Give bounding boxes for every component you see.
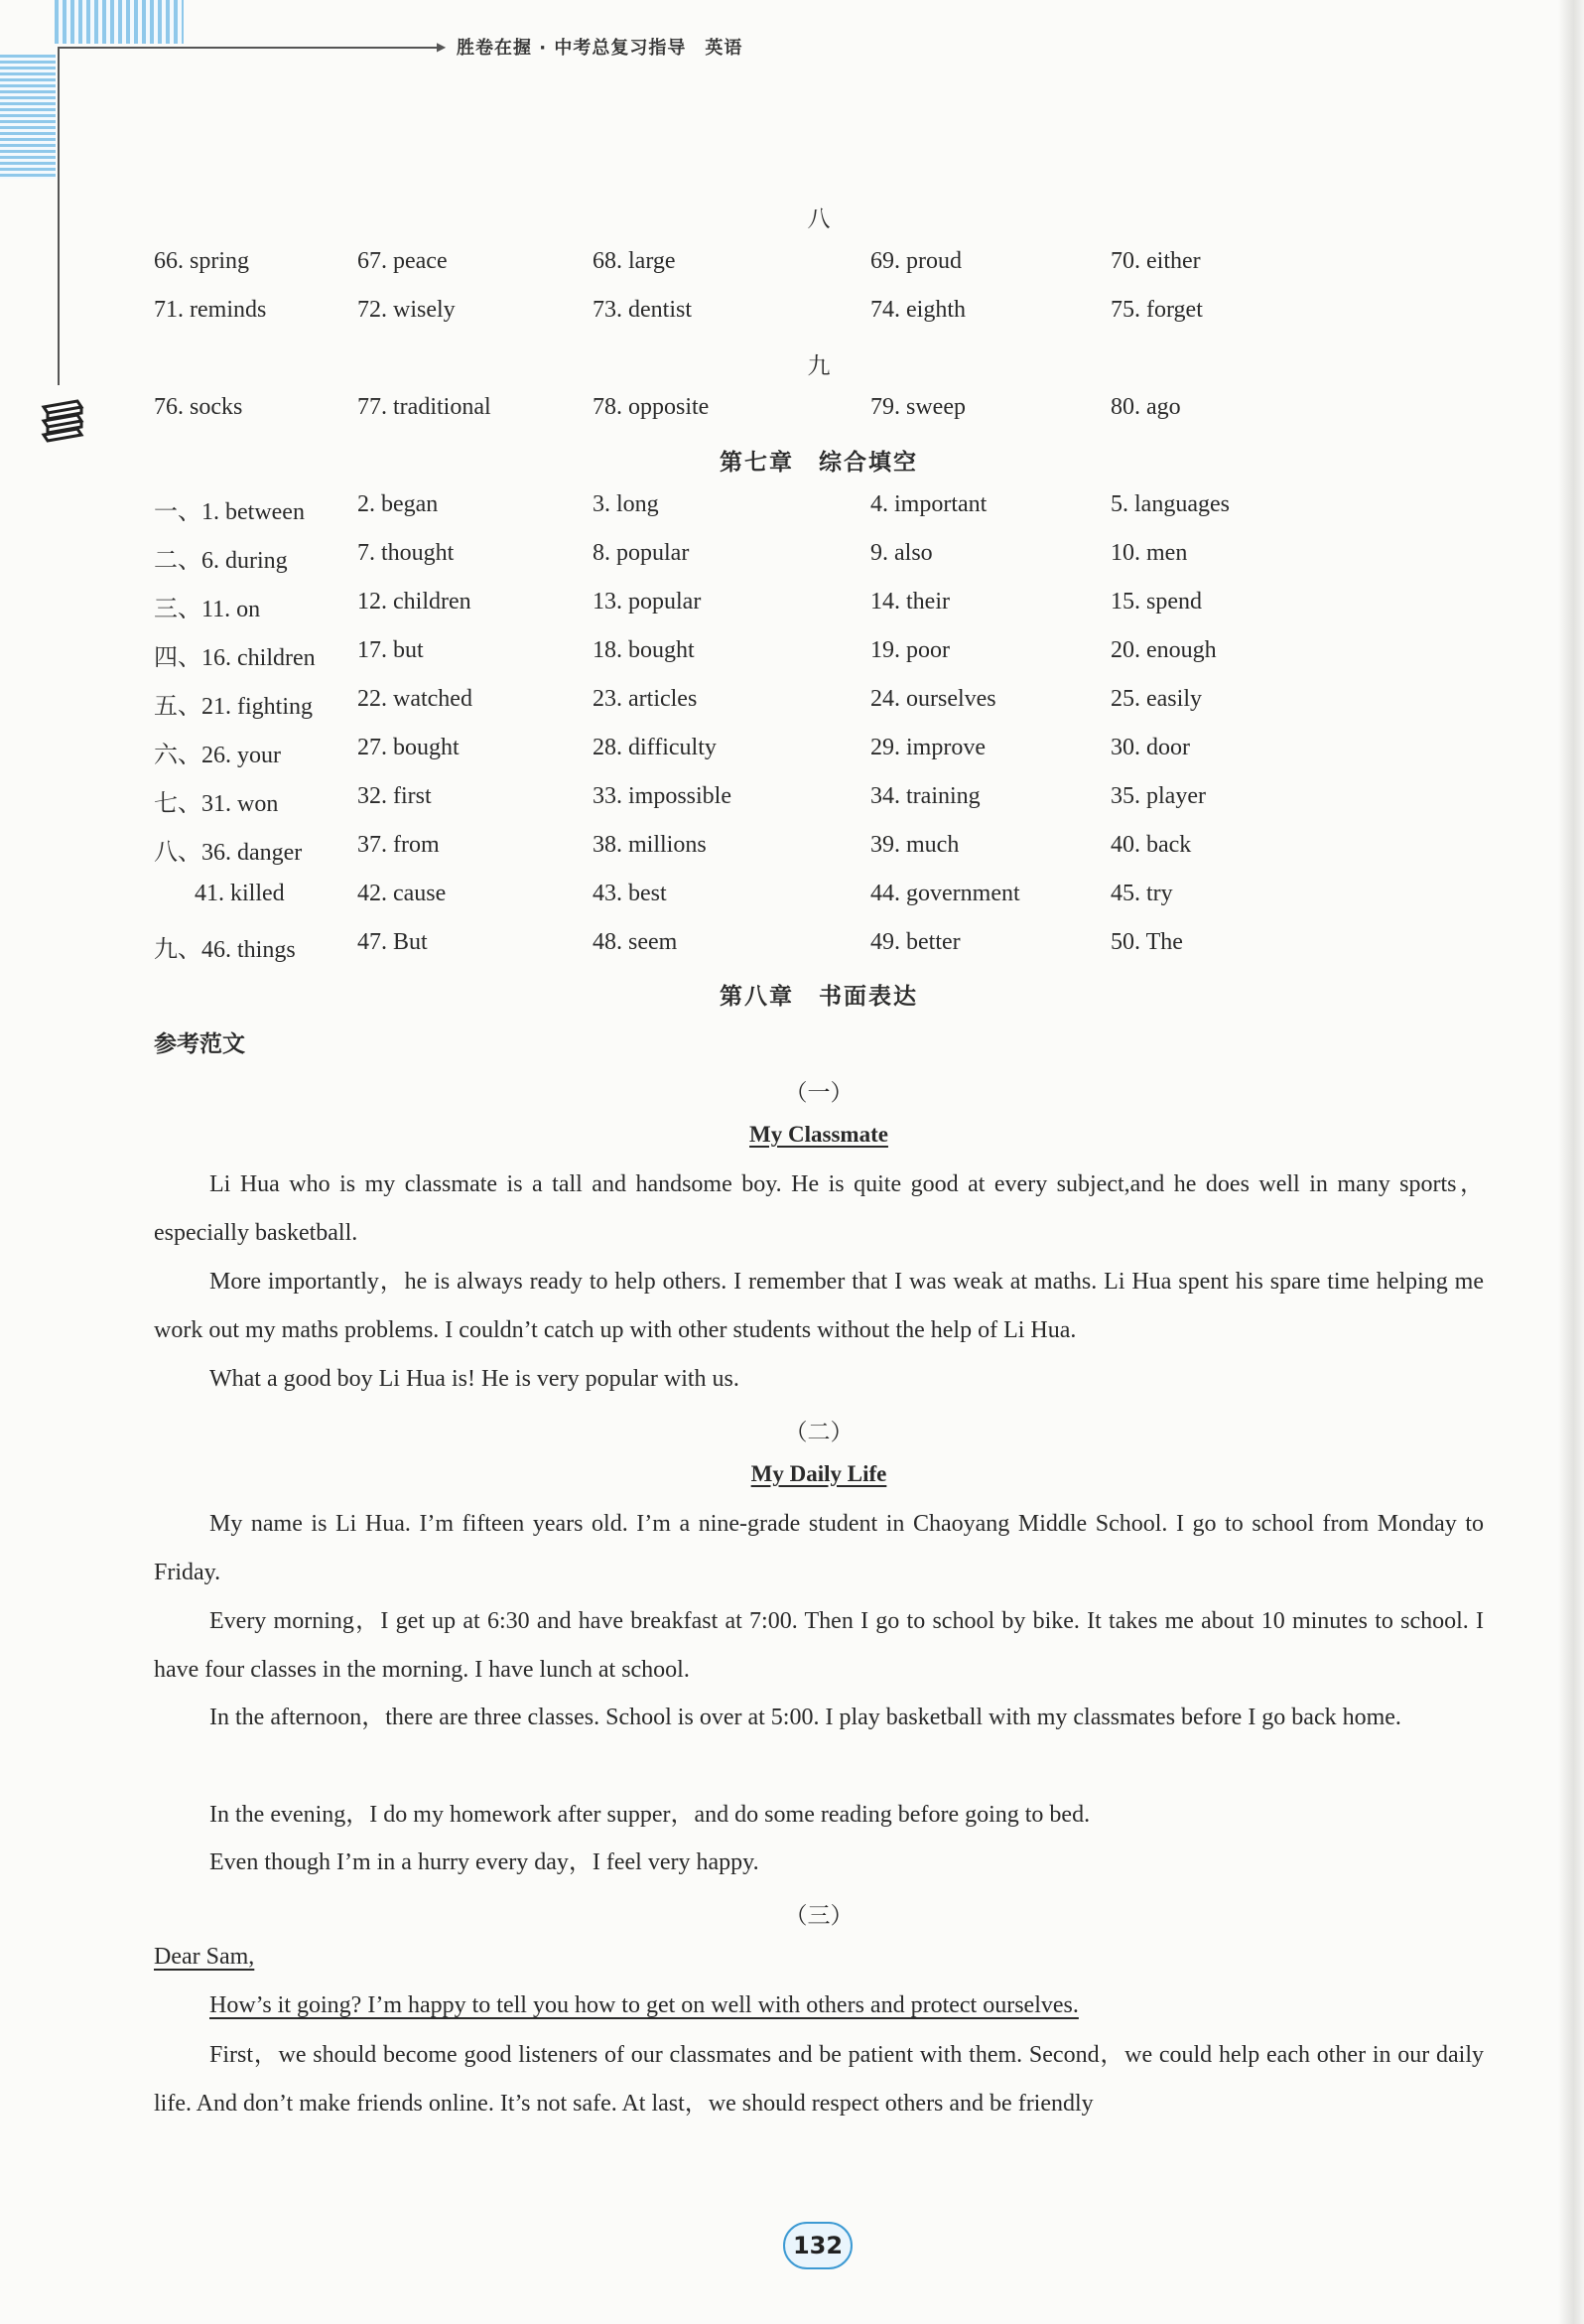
answer-item: 17. but [357, 637, 424, 663]
answer-item: 五、21. fighting [154, 694, 313, 720]
answer-item: 14. their [870, 589, 950, 615]
answer-item: 40. back [1111, 832, 1192, 858]
answer-item: 18. bought [593, 637, 695, 663]
answer-item: 67. peace [357, 248, 448, 274]
answer-item: 七、31. won [154, 791, 279, 817]
answer-item: 30. door [1111, 735, 1190, 760]
answer-item: 50. The [1111, 929, 1183, 955]
answer-item: 37. from [357, 832, 440, 858]
answer-item: 79. sweep [870, 394, 966, 420]
essay2-number: （二） [784, 1420, 854, 1444]
answer-item: 73. dentist [593, 297, 692, 323]
answer-item: 29. improve [870, 735, 986, 760]
answer-row [0, 686, 1584, 726]
answer-item: 八、36. danger [154, 840, 303, 866]
answer-item: 9. also [870, 540, 933, 566]
answer-item: 22. watched [357, 686, 472, 712]
answer-item: 23. articles [593, 686, 698, 712]
answer-item: 78. opposite [593, 394, 710, 420]
essay1-paragraph: More importantly，he is always ready to help others. I remember that I was weak at maths. Li Hua spent his spare time helping me work out my maths problems. I couldn’t catch up with other students without the help of Li Hua. [154, 1269, 1484, 1343]
answer-item: 九、46. things [154, 937, 296, 963]
answer-item: 32. first [357, 783, 432, 809]
answer-item: 二、6. during [154, 548, 288, 574]
arrow-icon: ▶ [437, 40, 447, 54]
answer-item: 28. difficulty [593, 735, 717, 760]
essay2-title: My Daily Life [750, 1461, 887, 1486]
answer-item: 24. ourselves [870, 686, 996, 712]
answer-item: 33. impossible [593, 783, 732, 809]
essay1-paragraph: What a good boy Li Hua is! He is very popular with us. [209, 1366, 739, 1392]
essay1-paragraph: Li Hua who is my classmate is a tall and handsome boy. He is quite good at every subject,and he does well in many sports，especially basketball. [154, 1171, 1484, 1246]
answer-item: 72. wisely [357, 297, 456, 323]
section-heading-8: 八 [807, 206, 831, 231]
answer-item: 34. training [870, 783, 981, 809]
letter-opening-line: How’s it going? I’m happy to tell you how to get on well with others and protect ourselves. [209, 1992, 1079, 2018]
answer-item: 19. poor [870, 637, 950, 663]
answer-item: 69. proud [870, 248, 962, 274]
answer-row [0, 637, 1584, 677]
answer-item: 3. long [593, 491, 659, 517]
answer-item: 2. began [357, 491, 439, 517]
answer-row [0, 491, 1584, 531]
answer-item: 71. reminds [154, 297, 267, 323]
answer-item: 27. bought [357, 735, 460, 760]
answer-item: 70. either [1111, 248, 1201, 274]
essay2-paragraph: Every morning，I get up at 6:30 and have breakfast at 7:00. Then I go to school by bike. It takes me about 10 minutes to school. I have four classes in the morning. I have lunch at school. [154, 1608, 1484, 1683]
answer-row [0, 540, 1584, 580]
answer-row [0, 929, 1584, 969]
answer-item: 8. popular [593, 540, 690, 566]
section-heading-9: 九 [807, 353, 831, 378]
answer-item: 13. popular [593, 589, 702, 615]
answer-item: 六、26. your [154, 743, 281, 768]
answer-item: 80. ago [1111, 394, 1181, 420]
answer-item: 42. cause [357, 881, 447, 906]
answer-item: 68. large [593, 248, 676, 274]
answer-item: 三、11. on [154, 597, 261, 622]
essay2-paragraph: Even though I’m in a hurry every day，I feel very happy. [209, 1849, 759, 1875]
answer-item: 45. try [1111, 881, 1173, 906]
answer-item: 38. millions [593, 832, 707, 858]
chapter8-title: 第八章 书面表达 [720, 984, 918, 1010]
answer-row [0, 394, 1584, 434]
side-stripe-decoration [0, 55, 56, 179]
essay1-number: （一） [784, 1080, 854, 1105]
essay2-paragraph: My name is Li Hua. I’m fifteen years old. I’m a nine-grade student in Chaoyang Middle School. I go to school from Monday to Friday. [154, 1511, 1484, 1585]
answer-item: 76. socks [154, 394, 243, 420]
answer-item: 一、1. between [154, 499, 305, 525]
answer-item: 4. important [870, 491, 988, 517]
essay1-title: My Classmate [749, 1122, 888, 1147]
answer-item: 5. languages [1111, 491, 1230, 517]
answer-item: 66. spring [154, 248, 249, 274]
essay2-paragraph: In the afternoon，there are three classes. School is over at 5:00. I play basketball with my classmates before I go back home. [209, 1705, 1401, 1730]
answer-row [0, 248, 1584, 288]
answer-item: 10. men [1111, 540, 1188, 566]
answer-row [0, 783, 1584, 823]
letter-salutation: Dear Sam, [154, 1944, 255, 1970]
answer-row [0, 881, 1584, 920]
header-stripe-decoration [55, 0, 184, 44]
answer-row [0, 589, 1584, 628]
reference-essays-label: 参考范文 [154, 1031, 245, 1057]
answer-item: 7. thought [357, 540, 455, 566]
essay2-paragraph: In the evening，I do my homework after supper，and do some reading before going to bed. [209, 1802, 1091, 1828]
answer-item: 49. better [870, 929, 961, 955]
chapter7-title: 第七章 综合填空 [720, 450, 918, 476]
page-number: 132 [783, 2222, 853, 2269]
answer-item: 12. children [357, 589, 471, 615]
answer-item: 20. enough [1111, 637, 1217, 663]
answer-row [0, 297, 1584, 337]
running-header: 胜卷在握 · 中考总复习指导 英语 [457, 38, 743, 59]
essay3-paragraph: First，we should become good listeners of our classmates and be patient with them. Second，we could help each other in our daily life. And don’t make friends online. It’s not safe. At last，we should respect others and be friendly [154, 2042, 1484, 2117]
answer-item: 35. player [1111, 783, 1206, 809]
answer-item: 44. government [870, 881, 1020, 906]
answer-row [0, 735, 1584, 774]
answer-item: 74. eighth [870, 297, 966, 323]
answer-item: 39. much [870, 832, 960, 858]
answer-item: 25. easily [1111, 686, 1202, 712]
answer-item: 四、16. children [154, 645, 316, 671]
answer-item: 43. best [593, 881, 667, 906]
answer-row [0, 832, 1584, 872]
answer-item: 41. killed [195, 881, 285, 906]
answer-item: 75. forget [1111, 297, 1203, 323]
answer-item: 48. seem [593, 929, 678, 955]
answer-item: 47. But [357, 929, 428, 955]
essay3-number: （三） [784, 1903, 854, 1928]
header-rule [58, 47, 442, 49]
answer-item: 15. spend [1111, 589, 1202, 615]
answer-item: 77. traditional [357, 394, 491, 420]
